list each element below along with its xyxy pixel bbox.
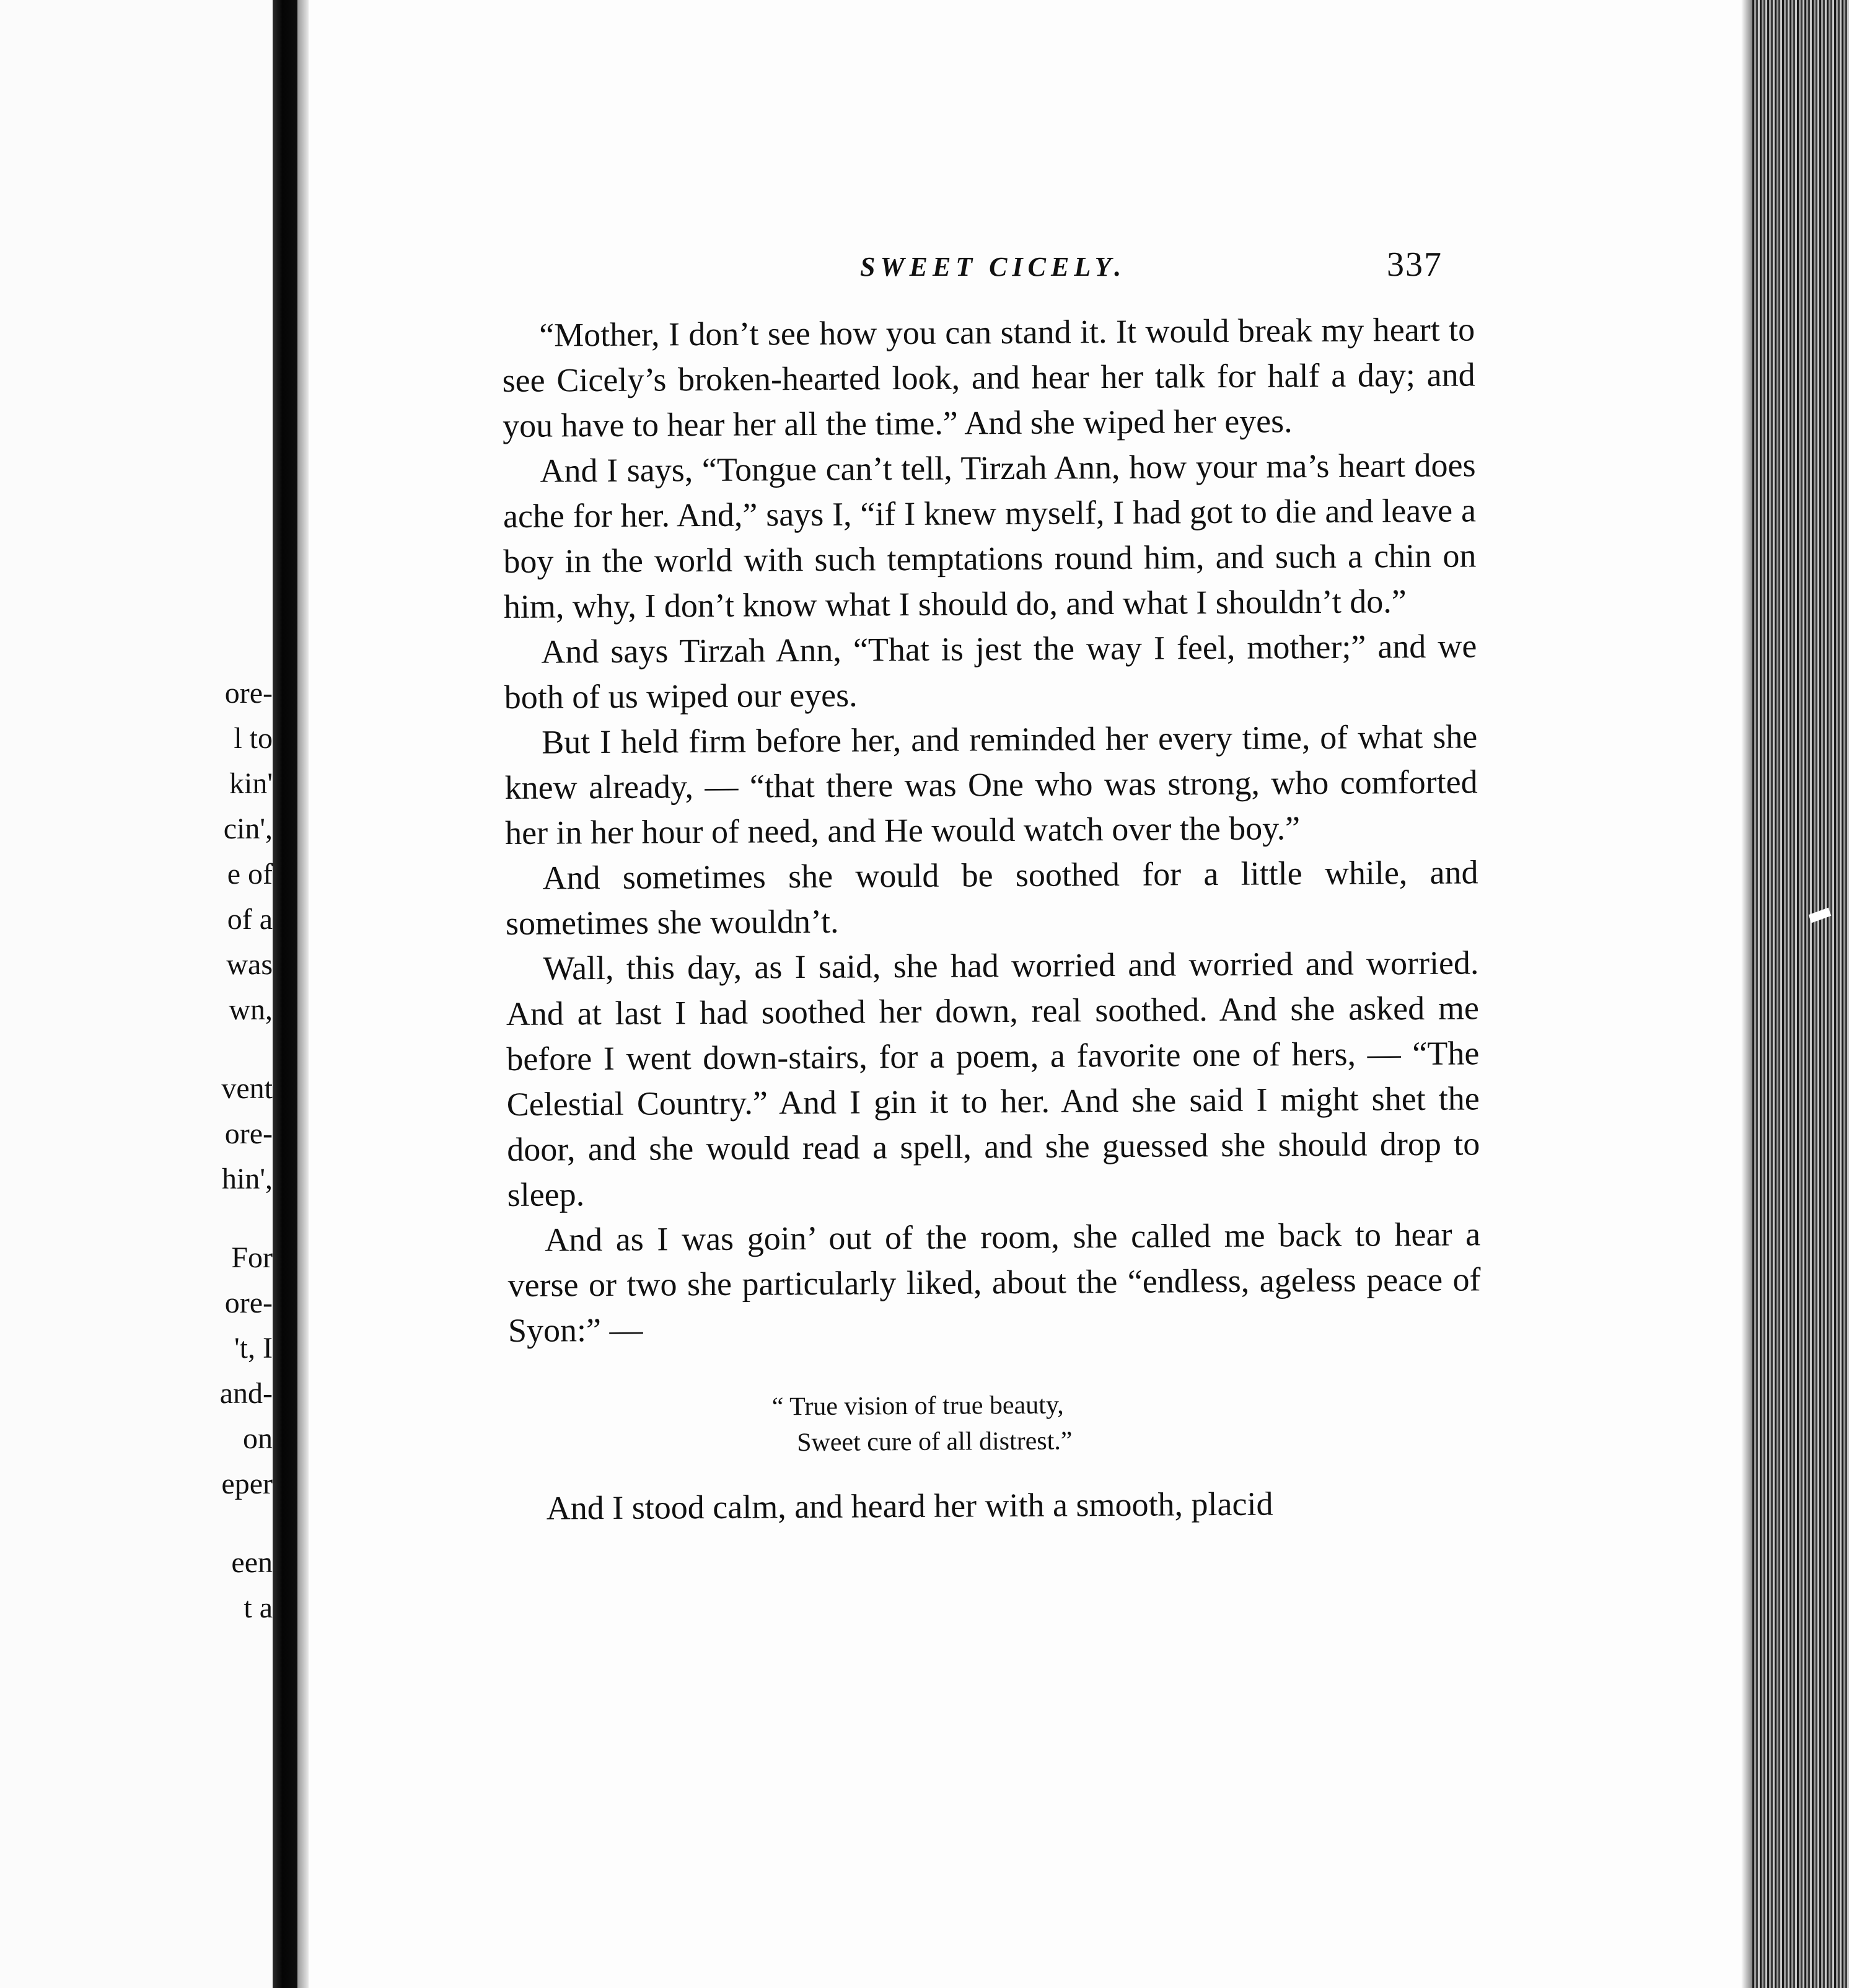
paragraph: But I held firm before her, and reminded her every time, of what she knew already, — “that there was One who was strong, who comforted her in her hour of need, and He would watch over the boy.” [504,718,1478,851]
running-head: SWEET CICELY. [860,252,1127,282]
book-gutter [273,0,297,1988]
left-fragment: een [231,1546,273,1579]
left-page-text-fragments [0,671,273,1630]
verse-line: “ True vision of true beauty, [771,1391,1064,1422]
verse-line: Sweet cure of all distrest.” [797,1427,1073,1458]
left-fragment: and- [219,1377,273,1410]
closing-paragraph: And I stood calm, and heard her with a smooth, placid [546,1485,1273,1527]
left-fragment: For [231,1241,273,1274]
left-fragment: t a [244,1591,273,1624]
left-fragment: ore- [224,677,273,710]
left-fragment-gap [0,1202,273,1235]
left-fragment: eper [221,1467,273,1500]
paragraph: Wall, this day, as I said, she had worried and worried and worried. And at last I had soothed her down, real soothed. And she asked me before I went down-stairs, for a poem, a favorite one of hers, — “The Celestial Country.” And I gin it to her. And she said I might shet the door, and she would read a spell, and she guessed she should drop to sleep. [506,944,1480,1213]
paragraph: And as I was goin’ out of the room, she called me back to hear a verse or two she particularly liked, about the “endless, ageless peace of Syon:” — [507,1215,1481,1349]
body-text [502,307,1482,1531]
left-fragment: of a [227,903,273,936]
left-fragment: was [226,948,273,981]
paragraph: “Mother, I don’t see how you can stand it. It would break my heart to see Cicely’s broken-hearted look, and hear her talk for half a day; and you have to hear her all the time.” And she wiped her eyes. [502,310,1475,444]
left-fragment-gap [0,1032,273,1066]
paragraph: And sometimes she would be soothed for a little while, and sometimes she wouldn’t. [505,853,1478,942]
left-fragment: l to [234,722,273,755]
left-fragment: hin', [222,1163,273,1195]
left-fragment: ore- [224,1117,273,1150]
left-fragment-gap [0,1506,273,1540]
verse-quote [509,1384,1482,1462]
page-block-edge [1752,0,1849,1988]
left-facing-page [0,0,273,1988]
left-fragment: on [243,1422,273,1455]
left-fragment: ore- [224,1286,273,1319]
left-fragment: wn, [229,993,273,1026]
left-fragment: 't, I [234,1332,273,1365]
page-number: 337 [1387,245,1443,284]
left-fragment: kin' [229,767,273,800]
gutter-highlight [297,0,309,1988]
left-fragment: vent [221,1072,273,1105]
paragraph: And I says, “Tongue can’t tell, Tirzah Ann, how your ma’s heart does ache for her. And,” says I, “if I knew myself, I had got to die and leave a boy in the world with such temptations round him, and such a chin on him, why, I don’t know what I should do, and what I shouldn’t do.” [503,446,1477,625]
left-fragment: cin', [223,812,273,845]
page-header [309,245,1752,294]
left-fragment: e of [227,858,273,891]
right-page [309,0,1752,1988]
paragraph: And says Tirzah Ann, “That is jest the way I feel, mother;” and we both of us wiped our eyes. [504,627,1477,716]
